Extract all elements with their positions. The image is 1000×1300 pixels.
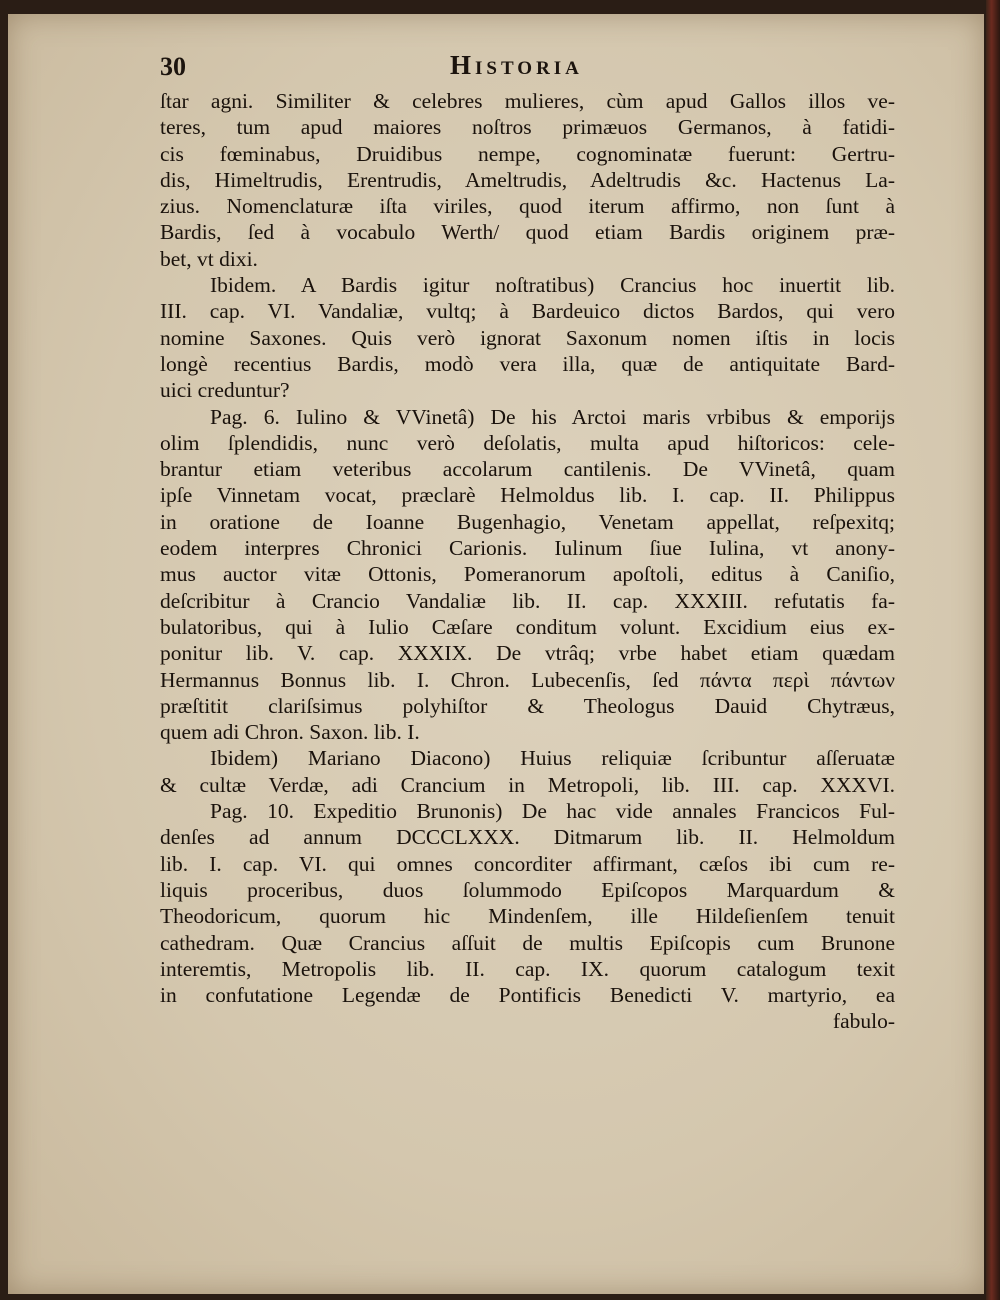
text-line: olim ſplendidis, nunc verò deſolatis, multa apud hiſtoricos: cele- — [160, 430, 895, 455]
catchword: fabulo- — [832, 1009, 895, 1034]
text-line: denſes ad annum DCCCLXXX. Ditmarum lib. II. Helmoldum — [160, 825, 895, 850]
text-line: Ibidem) Mariano Diacono) Huius reliquiæ ſcribuntur aſſeruatæ — [210, 746, 895, 771]
body-text — [160, 88, 895, 1035]
text-line: bulatoribus, qui à Iulio Cæſare conditum volunt. Excidium eius ex- — [160, 614, 895, 639]
text-line: Pag. 6. Iulino & VVinetâ) De his Arctoi maris vrbibus & emporijs — [210, 404, 895, 429]
text-line: deſcribitur à Crancio Vandaliæ lib. II. cap. XXXIII. refutatis fa- — [160, 588, 895, 613]
text-line: dis, Himeltrudis, Erentrudis, Ameltrudis, Adeltrudis &c. Hactenus La- — [160, 167, 895, 192]
text-line: uici creduntur? — [160, 378, 290, 403]
text-line: quem adi Chron. Saxon. lib. I. — [160, 720, 420, 745]
text-line: interemtis, Metropolis lib. II. cap. IX. quorum catalogum texit — [160, 956, 895, 981]
text-line: Ibidem. A Bardis igitur noſtratibus) Crancius hoc inuertit lib. — [210, 273, 895, 298]
text-line: zius. Nomenclaturæ iſta viriles, quod iterum affirmo, non ſunt à — [160, 194, 895, 219]
text-line: Hermannus Bonnus lib. I. Chron. Lubecenſis, ſed πάντα περὶ πάντων — [160, 667, 895, 692]
text-line: Pag. 10. Expeditio Brunonis) De hac vide annales Francicos Ful- — [210, 799, 895, 824]
text-line: III. cap. VI. Vandaliæ, vultq; à Bardeuico dictos Bardos, qui vero — [160, 299, 895, 324]
text-line: & cultæ Verdæ, adi Crancium in Metropoli, lib. III. cap. XXXVI. — [160, 772, 895, 797]
text-line: liquis proceribus, duos ſolummodo Epiſcopos Marquardum & — [160, 877, 895, 902]
text-line: brantur etiam veteribus accolarum cantilenis. De VVinetâ, quam — [160, 457, 895, 482]
text-line: longè recentius Bardis, modò vera illa, quæ de antiquitate Bard- — [160, 351, 895, 376]
text-line: ipſe Vinnetam vocat, præclarè Helmoldus lib. I. cap. II. Philippus — [160, 483, 895, 508]
text-line: bet, vt dixi. — [160, 246, 258, 271]
text-line: nomine Saxones. Quis verò ignorat Saxonum nomen iſtis in locis — [160, 325, 895, 350]
page-number: 30 — [160, 52, 186, 81]
text-line: teres, tum apud maiores noſtros primæuos Germanos, à fatidi- — [160, 115, 895, 140]
text-line: cis fœminabus, Druidibus nempe, cognominatæ fuerunt: Gertru- — [160, 141, 895, 166]
text-line: cathedram. Quæ Crancius aſſuit de multis Epiſcopis cum Brunone — [160, 930, 895, 955]
text-line: Bardis, ſed à vocabulo Werth/ quod etiam Bardis originem præ- — [160, 220, 895, 245]
text-line: lib. I. cap. VI. qui omnes concorditer affirmant, cæſos ibi cum re- — [160, 851, 895, 876]
text-line: præſtitit clariſsimus polyhiſtor & Theologus Dauid Chytræus, — [160, 693, 895, 718]
text-line: eodem interpres Chronici Carionis. Iulinum ſiue Iulina, vt anony- — [160, 536, 895, 561]
running-title: Historia — [450, 50, 583, 80]
text-line: in confutatione Legendæ de Pontificis Benedicti V. martyrio, ea — [160, 983, 895, 1008]
book-edge — [986, 0, 1000, 1300]
page-header — [160, 50, 890, 90]
text-line: in oratione de Ioanne Bugenhagio, Venetam appellat, reſpexitq; — [160, 509, 895, 534]
text-line: mus auctor vitæ Ottonis, Pomeranorum apoſtoli, editus à Caniſio, — [160, 562, 895, 587]
text-line: ponitur lib. V. cap. XXXIX. De vtrâq; vrbe habet etiam quædam — [160, 641, 895, 666]
text-line: Theodoricum, quorum hic Mindenſem, ille Hildeſienſem tenuit — [160, 904, 895, 929]
text-line: ſtar agni. Similiter & celebres mulieres, cùm apud Gallos illos ve- — [160, 89, 895, 113]
